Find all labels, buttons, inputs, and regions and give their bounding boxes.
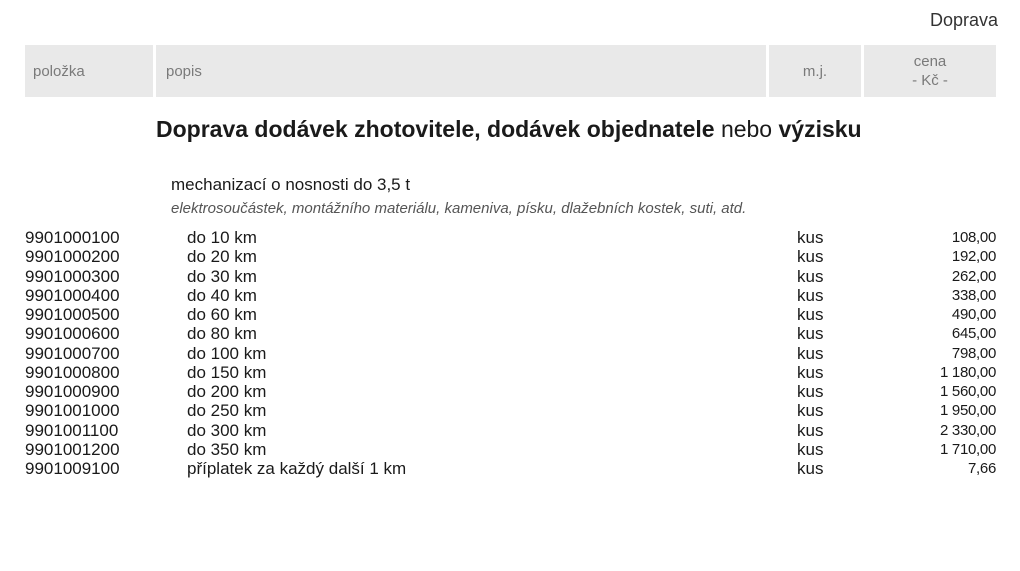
item-description: do 250 km bbox=[187, 401, 267, 421]
column-header-mj: m.j. bbox=[769, 45, 861, 97]
item-price: 1 710,00 bbox=[940, 440, 996, 458]
column-header-cena-currency: - Kč - bbox=[912, 72, 948, 89]
column-header-cena bbox=[864, 45, 996, 97]
section-title-connector: nebo bbox=[720, 116, 773, 142]
table-row bbox=[0, 247, 1020, 266]
item-unit: kus bbox=[797, 305, 824, 324]
table-row bbox=[0, 286, 1020, 305]
item-description: do 80 km bbox=[187, 324, 257, 344]
item-description: do 60 km bbox=[187, 305, 257, 324]
item-code: 9901000800 bbox=[25, 362, 120, 382]
item-price: 490,00 bbox=[951, 306, 996, 323]
price-table bbox=[0, 228, 1020, 478]
item-code: 9901000900 bbox=[25, 382, 120, 401]
item-code: 9901001100 bbox=[25, 420, 119, 440]
item-unit: kus bbox=[797, 343, 824, 363]
item-description: do 200 km bbox=[187, 382, 267, 401]
table-row bbox=[0, 382, 1020, 401]
item-code: 9901009100 bbox=[25, 459, 120, 478]
table-row bbox=[0, 305, 1020, 324]
item-unit: kus bbox=[797, 439, 824, 459]
table-row bbox=[0, 401, 1020, 420]
item-code: 9901000600 bbox=[25, 324, 120, 344]
item-price: 1 180,00 bbox=[940, 363, 996, 381]
item-code: 9901000100 bbox=[25, 228, 120, 247]
item-description: do 30 km bbox=[187, 266, 257, 286]
item-unit: kus bbox=[797, 324, 824, 344]
item-description: do 40 km bbox=[187, 285, 257, 305]
item-price: 1 950,00 bbox=[940, 402, 996, 420]
page-label: Doprava bbox=[929, 10, 998, 30]
item-description: do 350 km bbox=[187, 439, 267, 459]
item-unit: kus bbox=[797, 228, 824, 247]
table-row bbox=[0, 344, 1020, 363]
item-code: 9901000700 bbox=[25, 343, 120, 363]
table-row bbox=[0, 228, 1020, 247]
item-price: 108,00 bbox=[951, 229, 996, 246]
column-header-popis: popis bbox=[156, 45, 766, 97]
item-unit: kus bbox=[797, 247, 824, 267]
item-price: 7,66 bbox=[968, 460, 996, 477]
item-price: 262,00 bbox=[951, 267, 996, 285]
item-code: 9901000400 bbox=[25, 285, 120, 305]
item-price: 798,00 bbox=[951, 344, 996, 362]
table-row bbox=[0, 440, 1020, 459]
item-price: 1 560,00 bbox=[940, 383, 996, 400]
item-unit: kus bbox=[797, 362, 824, 382]
item-unit: kus bbox=[797, 285, 824, 305]
item-unit: kus bbox=[797, 420, 824, 440]
item-unit: kus bbox=[797, 266, 824, 286]
table-row bbox=[0, 459, 1020, 478]
item-description: do 100 km bbox=[187, 343, 267, 363]
table-row bbox=[0, 363, 1020, 382]
section-title-part1: Doprava dodávek zhotovitele, dodávek objednatele bbox=[156, 116, 715, 142]
item-price: 338,00 bbox=[951, 286, 996, 304]
item-unit: kus bbox=[797, 401, 824, 421]
item-unit: kus bbox=[797, 459, 824, 478]
table-row bbox=[0, 324, 1020, 343]
item-unit: kus bbox=[797, 382, 824, 401]
item-code: 9901000200 bbox=[25, 247, 120, 267]
column-header-cena-label: cena bbox=[913, 53, 947, 70]
item-code: 9901000500 bbox=[25, 305, 120, 324]
section-note: elektrosoučástek, montážního materiálu, kameniva, písku, dlažebních kostek, suti, atd. bbox=[171, 200, 747, 217]
item-code: 9901001200 bbox=[25, 439, 120, 459]
item-description: do 20 km bbox=[187, 247, 257, 267]
item-price: 645,00 bbox=[951, 325, 996, 343]
section-title bbox=[156, 116, 862, 143]
table-row bbox=[0, 421, 1020, 440]
section-title-part2: výzisku bbox=[778, 116, 862, 142]
item-price: 2 330,00 bbox=[940, 421, 996, 439]
item-description: do 300 km bbox=[187, 420, 267, 440]
table-row bbox=[0, 267, 1020, 286]
section-subheading: mechanizací o nosnosti do 3,5 t bbox=[171, 175, 411, 194]
item-price: 192,00 bbox=[951, 248, 996, 266]
column-header-polozka: položka bbox=[25, 45, 153, 97]
item-description: do 150 km bbox=[187, 362, 267, 382]
item-code: 9901000300 bbox=[25, 266, 120, 286]
item-description: do 10 km bbox=[187, 228, 257, 247]
item-description: příplatek za každý další 1 km bbox=[187, 459, 407, 478]
item-code: 9901001000 bbox=[25, 401, 120, 421]
